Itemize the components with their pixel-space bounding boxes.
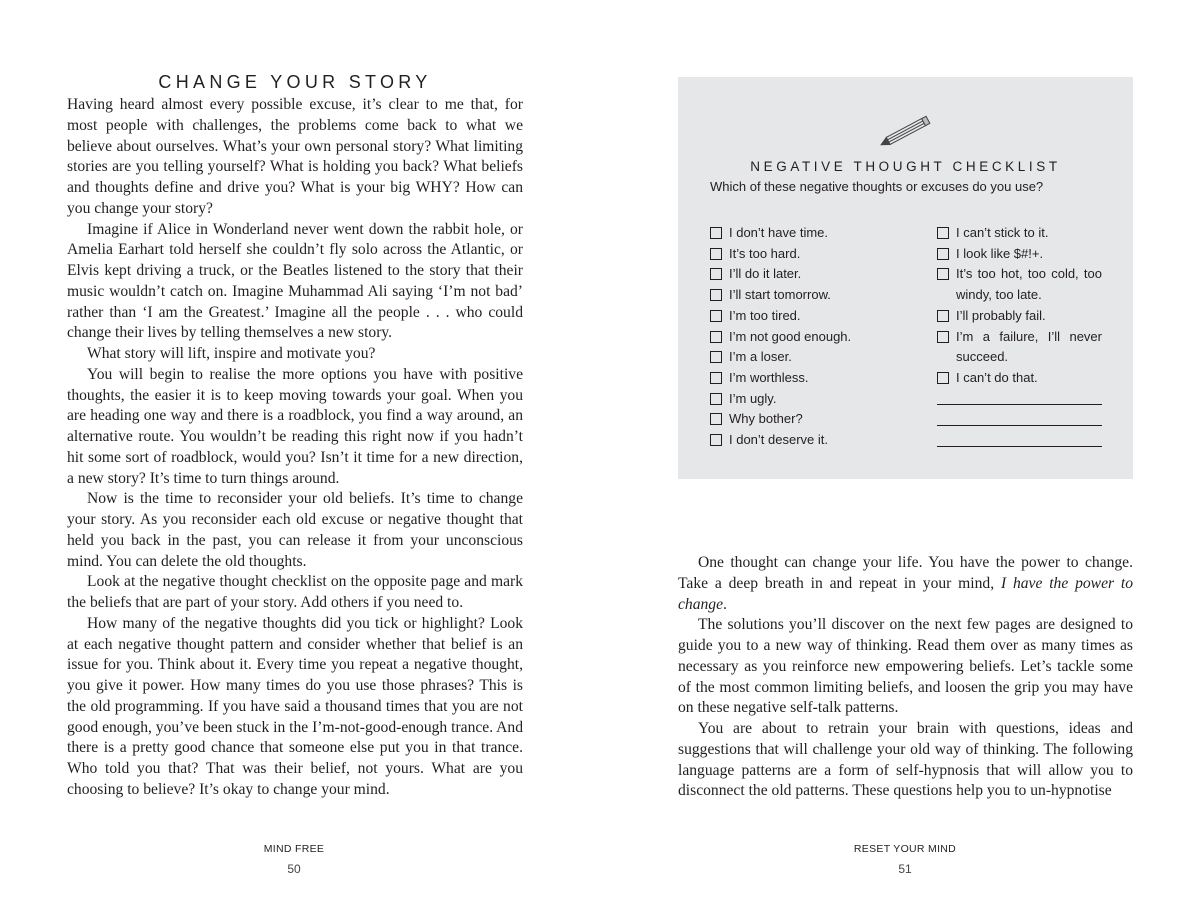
checkbox[interactable] (710, 372, 722, 384)
checklist-item (937, 306, 1102, 327)
checkbox[interactable] (937, 268, 949, 280)
checkbox[interactable] (710, 268, 722, 280)
checklist-item-label: I’m too tired. (729, 307, 801, 323)
checkbox[interactable] (937, 372, 949, 384)
checkbox[interactable] (937, 248, 949, 260)
checklist-item (710, 347, 910, 368)
left-body-text (67, 95, 523, 801)
checklist-item-label: I don’t deserve it. (729, 432, 828, 448)
checklist-item (710, 223, 910, 244)
checklist-item (710, 285, 910, 306)
checklist-item (710, 368, 910, 389)
checklist-item (710, 306, 910, 327)
checklist-item (937, 368, 1102, 389)
checklist-item-label: I’ll start tomorrow. (729, 287, 831, 303)
checkbox[interactable] (710, 310, 722, 322)
section-heading: CHANGE YOUR STORY (158, 72, 432, 92)
checklist-item-label: I can’t do that. (956, 369, 1038, 385)
page-number: 50 (287, 862, 301, 876)
checklist-item-label: I can’t stick to it. (956, 225, 1049, 240)
checkbox[interactable] (937, 227, 949, 239)
checklist-item (710, 264, 910, 285)
checkbox[interactable] (710, 393, 722, 405)
right-page (600, 0, 1200, 918)
checklist-column-2 (937, 223, 1102, 451)
checklist-item (710, 244, 910, 265)
checklist-item (710, 430, 910, 451)
checklist-item (937, 244, 1102, 265)
emphasis-text: I have the power to change (678, 574, 1134, 613)
checkbox[interactable] (710, 434, 722, 446)
checkbox[interactable] (710, 331, 722, 343)
checkbox[interactable] (710, 351, 722, 363)
write-in-line[interactable] (937, 409, 1102, 430)
checklist-title: NEGATIVE THOUGHT CHECKLIST (750, 159, 1061, 174)
checkbox[interactable] (937, 310, 949, 322)
paragraph: You will begin to realise the more options you have with positive thoughts, the easier it is to keep moving towards your goal. When you are heading one way and there is a roadblock, you find a way around, an alternative route. You wouldn’t be reading this right now if you hadn’t hit some sort of roadblock, would you? Isn’t it time for a new direction, a new story? It’s time to turn things around. (67, 365, 523, 487)
right-body-text (678, 553, 1133, 802)
negative-thought-checklist (678, 77, 1133, 479)
write-in-line[interactable] (937, 430, 1102, 451)
checklist-item-label: I look like $#!+. (956, 245, 1044, 261)
paragraph: What story will lift, inspire and motivate you? (87, 345, 376, 362)
checklist-item-label: I’m a failure, I’ll never succeed. (956, 328, 1102, 365)
paragraph: You are about to retrain your brain with questions, ideas and suggestions that will challenge your old way of thinking. The following language patterns are a form of self-hypnosis that will allow you to disconnect the old patterns. These questions help you to un-hypnotise (678, 720, 1133, 800)
checklist-item-label: I’ll probably fail. (956, 307, 1046, 323)
checklist-item (710, 327, 910, 348)
checklist-item-label: I’m ugly. (729, 390, 777, 406)
paragraph: The solutions you’ll discover on the next few pages are designed to guide you to a new way of thinking. Read them over as many times as necessary as you reinforce new empowering beliefs. Let’s tackle some of the most common limiting beliefs, and loosen the grip you may have on these negative self-talk patterns. (678, 616, 1133, 717)
checklist-item (937, 264, 1102, 305)
checklist-item-label: It’s too hard. (729, 245, 801, 261)
paragraph-text: . (723, 595, 727, 613)
checklist-subtitle: Which of these negative thoughts or excuses do you use? (710, 179, 1044, 194)
paragraph: Now is the time to reconsider your old beliefs. It’s time to change your story. As you reconsider each old excuse or negative thought that held you back in the past, you can release it from your unconscious mind. You can delete the old thoughts. (67, 490, 523, 570)
checkbox[interactable] (710, 227, 722, 239)
checklist-item-label: Why bother? (729, 411, 803, 427)
write-in-line[interactable] (937, 389, 1102, 410)
checklist-item (937, 223, 1102, 244)
checklist-item-label: I’m not good enough. (729, 328, 852, 344)
checklist-item-label: I’m a loser. (729, 349, 792, 365)
paragraph (678, 553, 1133, 615)
running-footer: MIND FREE (263, 843, 325, 855)
paragraph: Imagine if Alice in Wonderland never went down the rabbit hole, or Amelia Earhart told herself she couldn’t fly solo across the Atlantic, or Elvis kept driving a truck, or the Beatles listened to the story that their music wouldn’t catch on. Imagine Muhammad Ali saying ‘I’m not bad’ rather than ‘I am the Greatest.’ Imagine all the people . . . who could change their lives by telling themselves a new story. (67, 220, 523, 342)
checklist-item-label: I don’t have time. (729, 225, 828, 240)
paragraph-text: One thought can change your life. You have the power to change. Take a deep breath in and repeat in your mind, (678, 554, 1133, 592)
paragraph: How many of the negative thoughts did you tick or highlight? Look at each negative thought pattern and consider whether that belief is an issue for you. Think about it. Every time you repeat a negative thought, you give it power. How many times do you use those phrases? This is the old programming. If you have said a thousand times that you are not good enough, you’ve been stuck in the I’m-not-good-enough trance. And there is a pretty good chance that someone else put you in that trance. Who told you that? That was their belief, not yours. What are you choosing to believe? It’s okay to change your mind. (67, 614, 524, 798)
checklist-item-label: I’m worthless. (729, 369, 809, 385)
checklist-item-label: It’s too hot, too cold, too windy, too late. (956, 266, 1102, 303)
checklist-column-1 (710, 223, 910, 451)
checkbox[interactable] (710, 289, 722, 301)
checklist-item (710, 409, 910, 430)
checkbox[interactable] (710, 248, 722, 260)
page-number: 51 (898, 862, 912, 876)
checkbox[interactable] (937, 331, 949, 343)
paragraph: Look at the negative thought checklist on the opposite page and mark the beliefs that are part of your story. Add others if you need to. (67, 573, 523, 611)
checklist-item (937, 327, 1102, 368)
checkbox[interactable] (710, 413, 722, 425)
checklist-item (710, 389, 910, 410)
paragraph: Having heard almost every possible excuse, it’s clear to me that, for most people with challenges, the problems come back to what we believe about ourselves. What’s your own personal story? What limiting stories are you telling yourself? What is holding you back? What beliefs and thoughts define and drive you? What is your big WHY? How can you change your story? (67, 96, 523, 217)
checklist-item-label: I’ll do it later. (729, 266, 802, 282)
pencil-icon (874, 115, 936, 149)
running-footer: RESET YOUR MIND (853, 843, 957, 855)
